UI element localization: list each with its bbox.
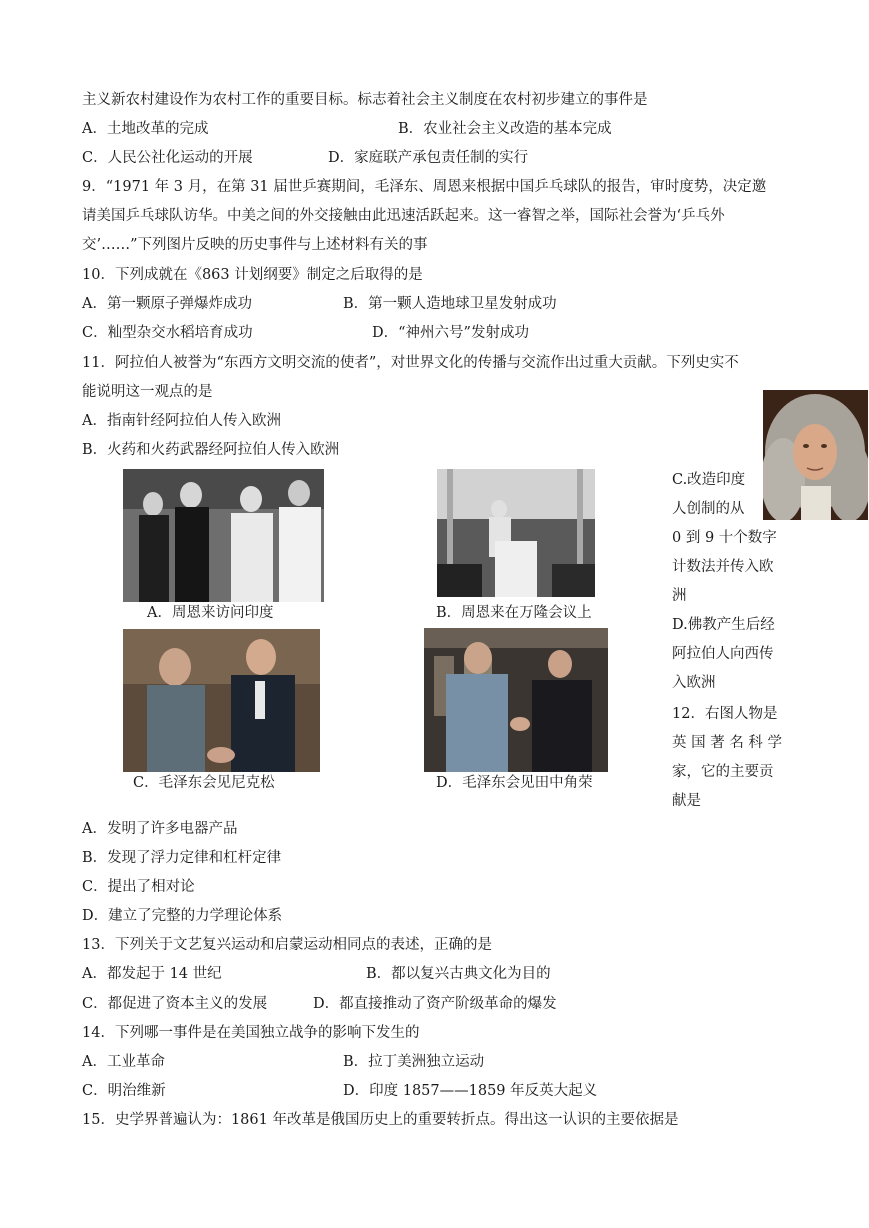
question-15-stem: 15．史学界普遍认为：1861 年改革是俄国历史上的重要转折点。得出这一认识的主要依据是 xyxy=(82,1112,679,1128)
option-c: 0 到 9 十个数字 xyxy=(672,530,777,546)
option-b: B．农业社会主义改造的基本完成 xyxy=(398,121,612,137)
option-b: B．第一颗人造地球卫星发射成功 xyxy=(343,296,557,312)
question-text: 主义新农村建设作为农村工作的重要目标。标志着社会主义制度在农村初步建立的事件是 xyxy=(82,92,648,108)
option-c: 计数法并传入欧 xyxy=(672,559,774,575)
option-a: A．发明了许多电器产品 xyxy=(82,821,238,837)
option-a: A．工业革命 xyxy=(82,1054,165,1070)
photo-zhou-india xyxy=(123,469,324,602)
photo-mao-tanaka xyxy=(424,628,608,772)
option-c: 洲 xyxy=(672,588,687,604)
photo-caption-c: C．毛泽东会见尼克松 xyxy=(133,775,275,791)
question-13-stem: 13．下列关于文艺复兴运动和启蒙运动相同点的表述，正确的是 xyxy=(82,937,492,953)
option-d: 入欧洲 xyxy=(672,675,716,691)
question-12-stem: 英 国 著 名 科 学 xyxy=(672,735,783,751)
option-d: D．“神州六号”发射成功 xyxy=(372,325,529,341)
option-b: B．火药和火药武器经阿拉伯人传入欧洲 xyxy=(82,442,340,458)
option-a: A．指南针经阿拉伯人传入欧洲 xyxy=(82,413,281,429)
option-d: 阿拉伯人向西传 xyxy=(672,646,774,662)
question-9-line3: 交’……”下列图片反映的历史事件与上述材料有关的事 xyxy=(82,237,428,253)
option-b: B．都以复兴古典文化为目的 xyxy=(366,966,551,982)
question-11-line1: 11．阿拉伯人被誉为“东西方文明交流的使者”，对世界文化的传播与交流作出过重大贡献。下列史实不 xyxy=(82,355,739,371)
photo-zhou-bandung xyxy=(437,469,595,597)
option-b: B．发现了浮力定律和杠杆定律 xyxy=(82,850,282,866)
question-14-stem: 14．下列哪一事件是在美国独立战争的影响下发生的 xyxy=(82,1025,420,1041)
option-d: D．建立了完整的力学理论体系 xyxy=(82,908,283,924)
photo-mao-nixon xyxy=(123,629,320,772)
question-11-line2: 能说明这一观点的是 xyxy=(82,384,213,400)
option-c: C．提出了相对论 xyxy=(82,879,195,895)
option-d: D．家庭联产承包责任制的实行 xyxy=(328,150,529,166)
option-a: A．土地改革的完成 xyxy=(82,121,209,137)
question-10-stem: 10．下列成就在《863 计划纲要》制定之后取得的是 xyxy=(82,267,423,283)
photo-caption-d: D．毛泽东会见田中角荣 xyxy=(436,775,593,791)
option-c: C．籼型杂交水稻培育成功 xyxy=(82,325,253,341)
option-a: A．第一颗原子弹爆炸成功 xyxy=(82,296,252,312)
photo-caption-b: B．周恩来在万隆会议上 xyxy=(436,605,592,621)
option-c: C．人民公社化运动的开展 xyxy=(82,150,253,166)
option-d: D．都直接推动了资产阶级革命的爆发 xyxy=(313,996,557,1012)
option-d: D.佛教产生后经 xyxy=(672,617,775,633)
option-b: B．拉丁美洲独立运动 xyxy=(343,1054,485,1070)
question-12-stem: 12．右图人物是 xyxy=(672,706,778,722)
option-c: 人创制的从 xyxy=(672,501,745,517)
option-d: D．印度 1857——1859 年反英大起义 xyxy=(343,1083,598,1099)
photo-caption-a: A．周恩来访问印度 xyxy=(147,605,274,621)
question-9-line1: 9．“1971 年 3 月，在第 31 届世乒赛期间，毛泽东、周恩来根据中国乒乓球队的报告，审时度势，决定邀 xyxy=(82,179,767,195)
option-c: C.改造印度 xyxy=(672,472,746,488)
option-c: C．明治维新 xyxy=(82,1083,166,1099)
option-a: A．都发起于 14 世纪 xyxy=(82,966,222,982)
option-c: C．都促进了资本主义的发展 xyxy=(82,996,268,1012)
question-12-stem: 家，它的主要贡 xyxy=(672,764,774,780)
question-9-line2: 请美国乒乓球队访华。中美之间的外交接触由此迅速活跃起来。这一睿智之举，国际社会誉为‘乒乓外 xyxy=(82,208,725,224)
scientist-portrait xyxy=(763,390,868,520)
question-12-stem: 献是 xyxy=(672,793,701,809)
